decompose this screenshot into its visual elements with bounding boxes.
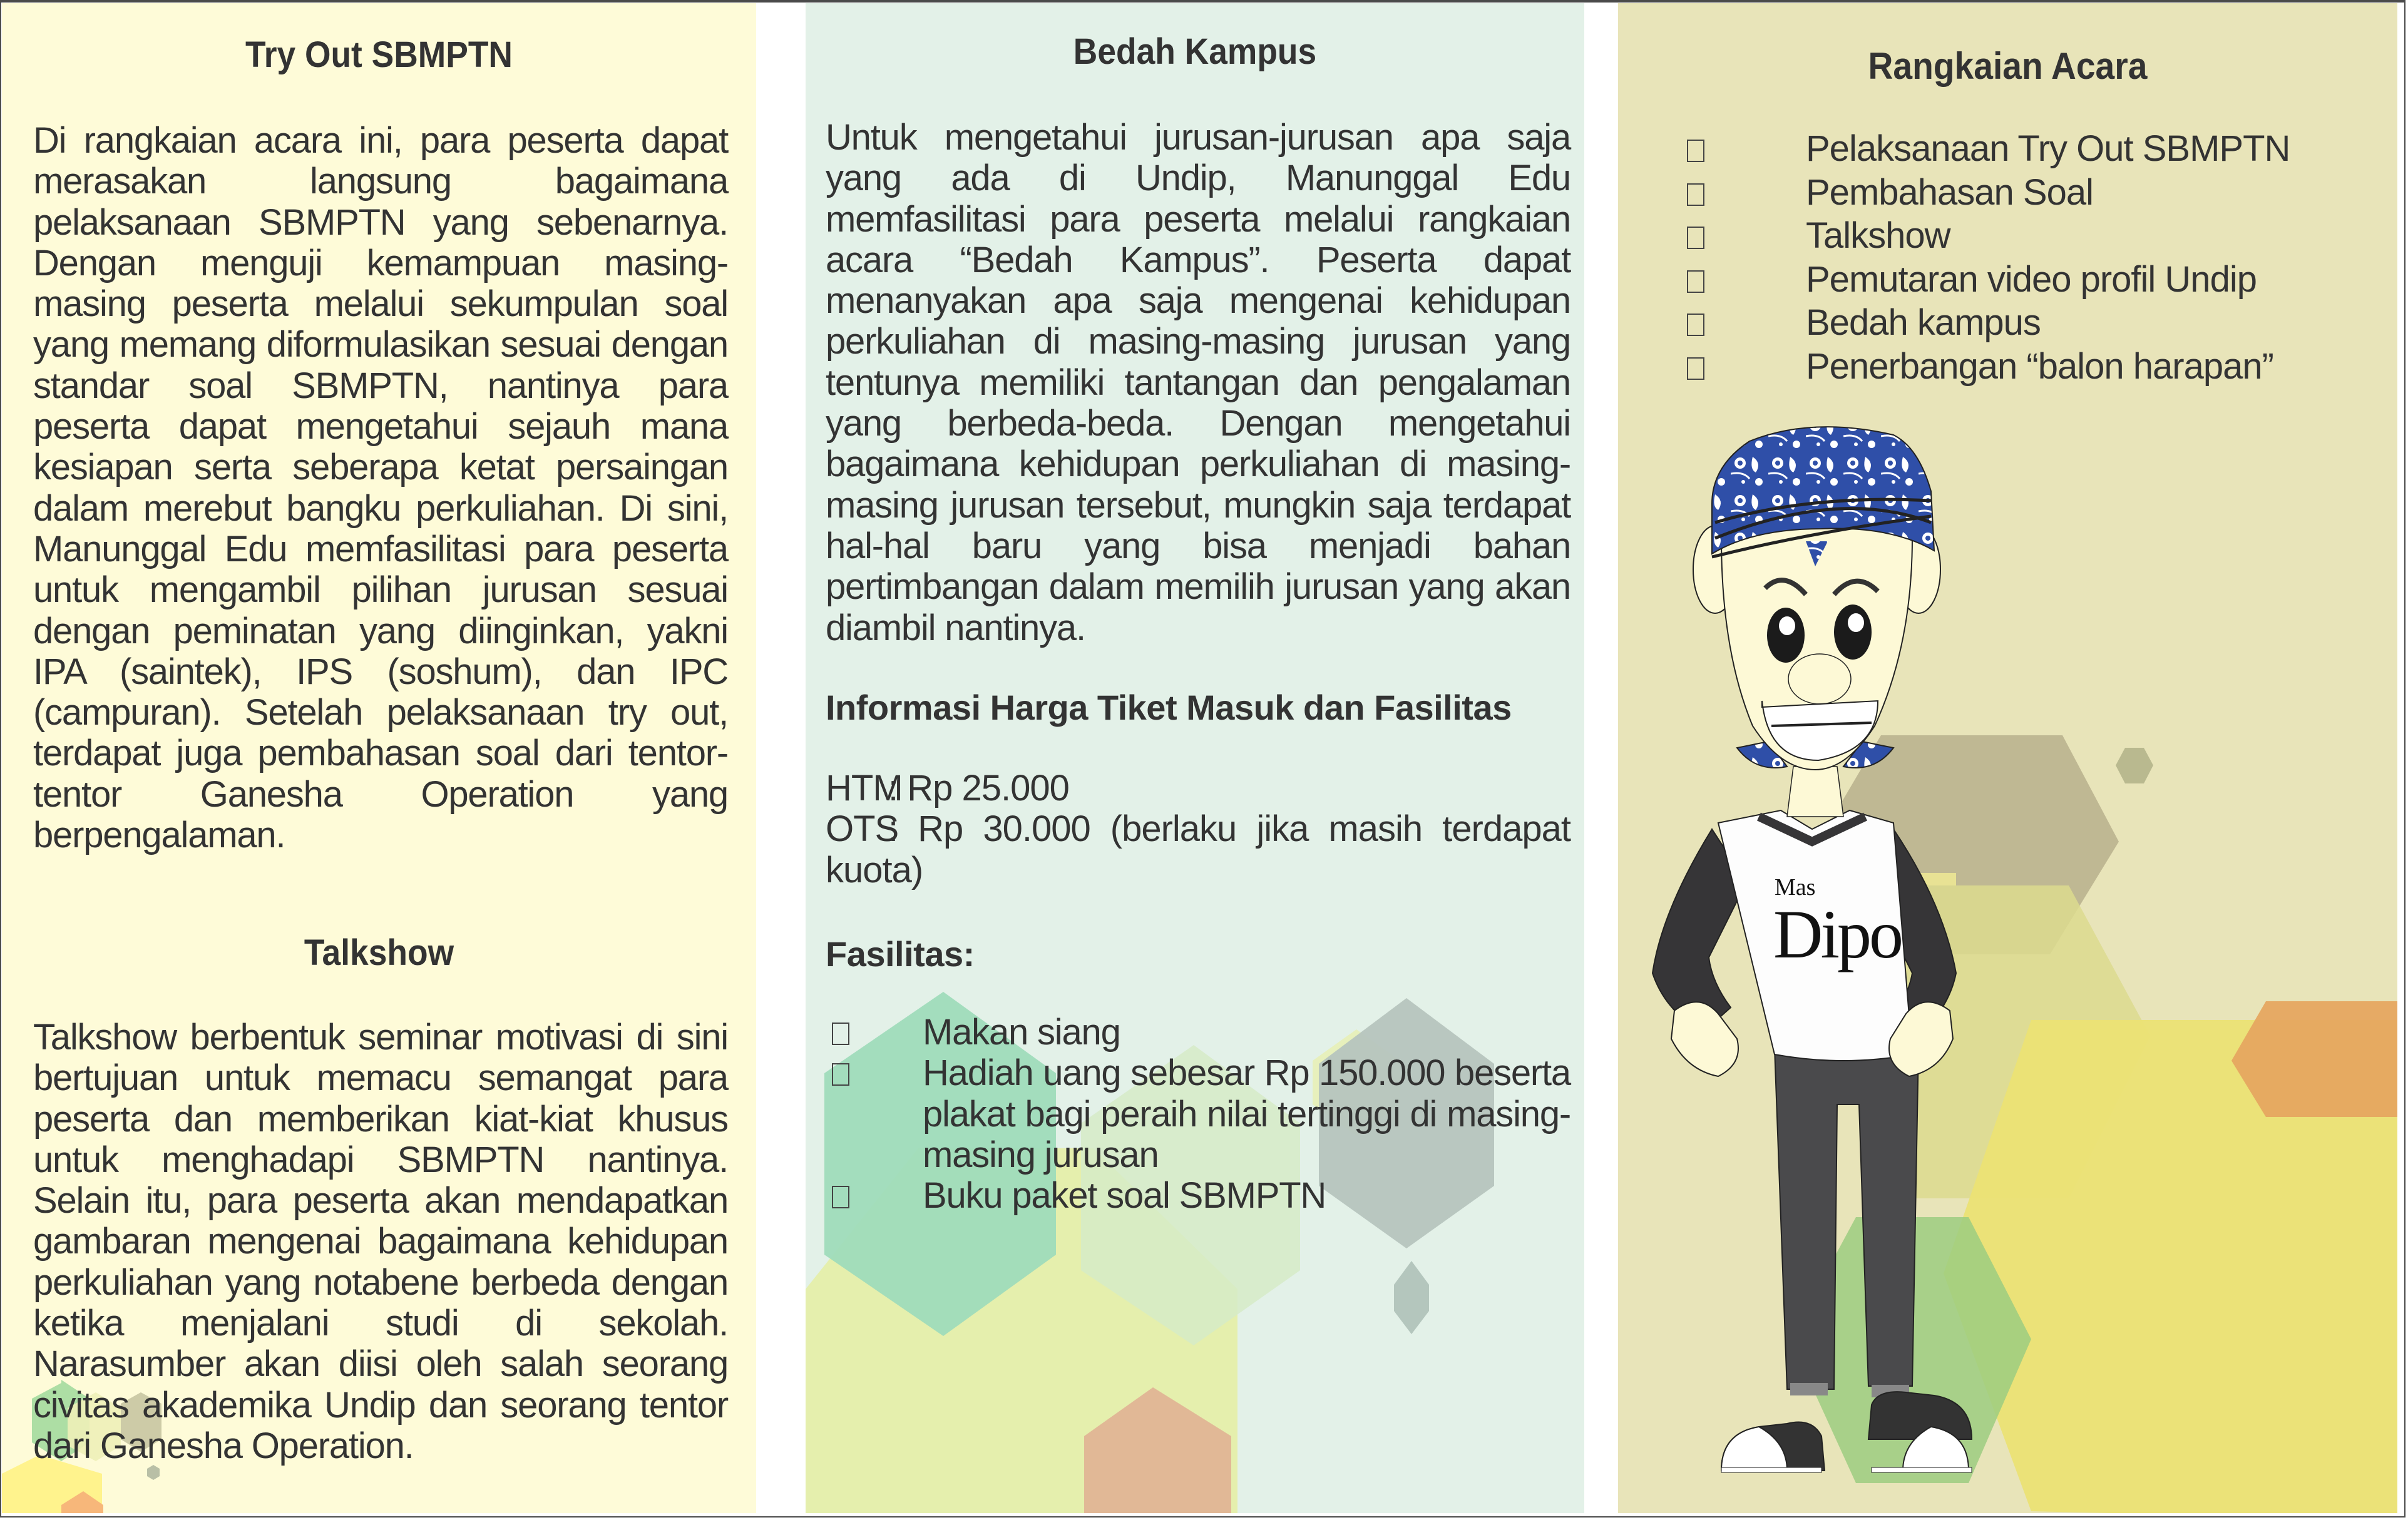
talkshow-title: Talkshow <box>304 932 454 973</box>
rangkaian-list <box>1668 127 2357 388</box>
bedah-kampus-body: Untuk mengetahui jurusan-jurusan apa saja yang ada di Undip, Manunggal Edu memfasilitasi para peserta melalui rangkaian acara “Bedah Kampus”. Peserta dapat menanyakan apa saja mengenai kehidupan perkuliahan di masing-masing jurusan yang tentunya memiliki tantangan dan pengalaman yang berbeda-beda. Dengan mengetahui bagaimana kehidupan perkuliahan di masing-masing jurusan tersebut, mungkin saja terdapat hal-hal baru yang bisa menjadi bahan pertimbangan dalam memilih jurusan yang akan diambil nantinya. <box>826 117 1570 648</box>
bullet-box-icon <box>832 1023 849 1045</box>
tryout-body: Di rangkaian acara ini, para peserta dapat merasakan langsung bagaimana pelaksanaan SBMPTN yang sebenarnya. Dengan menguji kemampuan masing-masing peserta melalui sekumpulan soal yang memang diformulasikan sesuai dengan standar soal SBMPTN, nantinya para peserta dapat mengetahui sejauh mana kesiapan serta seberapa ketat persaingan dalam merebut bangku perkuliahan. Di sini, Manunggal Edu memfasilitasi para peserta untuk mengambil pilihan jurusan sesuai dengan peminatan yang diinginkan, yakni IPA (saintek), IPS (soshum), dan IPC (campuran). Setelah pelaksanaan try out, terdapat juga pembahasan soal dari tentor-tentor Ganesha Operation yang berpengalaman. <box>33 120 728 856</box>
fasilitas-item: Makan siang <box>826 1012 1570 1053</box>
talkshow-body: Talkshow berbentuk seminar motivasi di sini bertujuan untuk memacu semangat para peserta dan memberikan kiat-kiat khusus untuk menghadapi SBMPTN nantinya. Selain itu, para peserta akan mendapatkan gambaran mengenai bagaimana kehidupan perkuliahan yang notabene berbeda dengan ketika menjalani studi di sekolah. Narasumber akan diisi oleh salah seorang civitas akademika Undip dan seorang tentor dari Ganesha Operation. <box>33 1017 728 1466</box>
bedah-kampus-title: Bedah Kampus <box>1073 31 1317 72</box>
bullet-box-icon <box>1687 227 1704 249</box>
htm-value: : Rp 25.000 <box>888 768 1069 808</box>
bullet-box-icon <box>1687 314 1704 336</box>
rangkaian-item: Penerbangan “balon harapan” <box>1668 345 2357 389</box>
shirt-logo-small: Mas <box>1775 874 1816 900</box>
info-harga-title: Informasi Harga Tiket Masuk dan Fasilitas <box>826 688 1512 727</box>
rangkaian-item: Bedah kampus <box>1668 301 2357 345</box>
fasilitas-item: Buku paket soal SBMPTN <box>826 1175 1570 1216</box>
rangkaian-item: Talkshow <box>1668 214 2357 258</box>
htm-label: HTM <box>826 768 903 808</box>
rangkaian-item: Pemutaran video profil Undip <box>1668 258 2357 302</box>
bullet-box-icon <box>1687 357 1704 380</box>
panel-tryout-talkshow <box>2 3 756 1513</box>
rangkaian-item: Pelaksanaan Try Out SBMPTN <box>1668 127 2357 171</box>
ots-value: : Rp 30.000 (berlaku jika masih terdapat kuota) <box>826 808 1570 890</box>
rangkaian-item: Pembahasan Soal <box>1668 171 2357 215</box>
bullet-box-icon <box>1687 270 1704 293</box>
bullet-box-icon <box>1687 140 1704 162</box>
bullet-box-icon <box>832 1186 849 1208</box>
shirt-logo-big: Dipo <box>1773 896 1901 972</box>
panel-rangkaian-acara <box>1618 3 2397 1513</box>
bullet-box-icon <box>1687 183 1704 206</box>
bullet-box-icon <box>832 1063 849 1086</box>
fasilitas-list <box>826 1012 1570 1216</box>
rangkaian-acara-title: Rangkaian Acara <box>1868 45 2148 87</box>
htm-row <box>826 768 1570 808</box>
fasilitas-title: Fasilitas: <box>826 934 975 974</box>
fasilitas-item: Hadiah uang sebesar Rp 150.000 beserta plakat bagi peraih nilai tertinggi di masing-masing jurusan <box>826 1053 1570 1175</box>
panel-bedah-kampus <box>806 3 1584 1513</box>
ots-row <box>826 808 1570 890</box>
ots-label: OTS <box>826 808 899 850</box>
tryout-title: Try Out SBMPTN <box>245 34 513 75</box>
